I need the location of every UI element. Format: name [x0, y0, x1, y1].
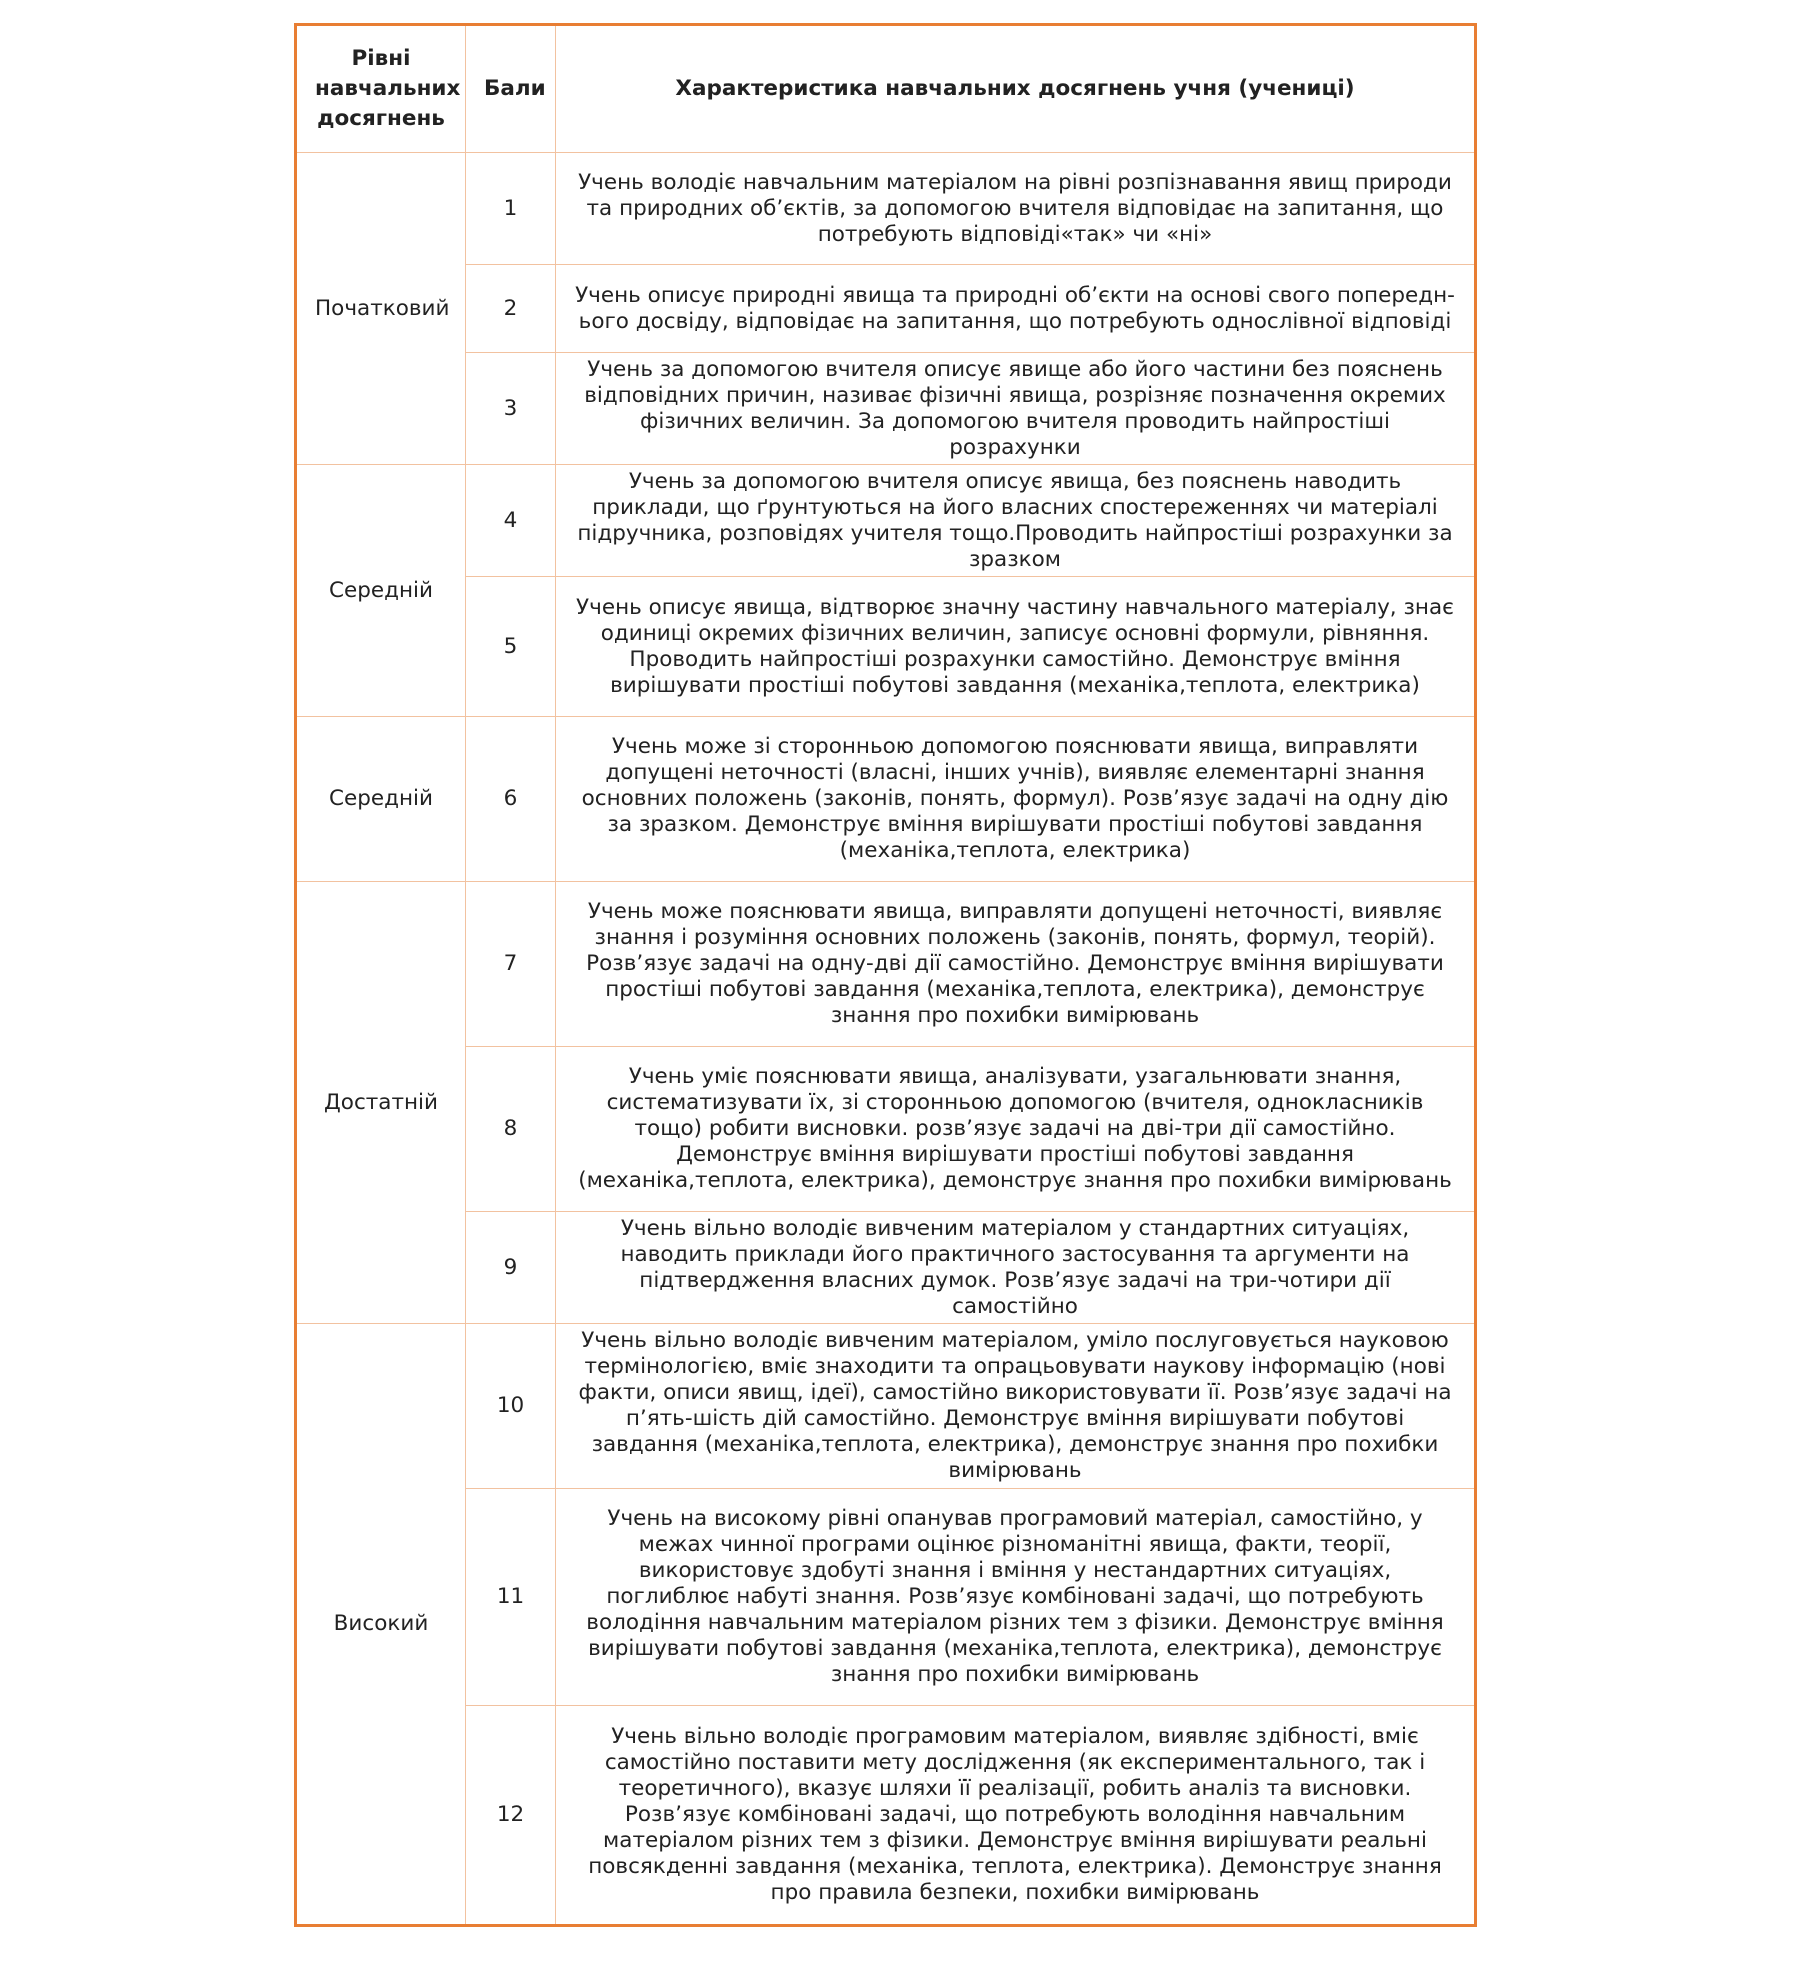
description-cell: Учень може пояснювати явища, виправляти допущені неточності, виявляє знання і розуміння основних положень (законів, понять, формул, теорій). Розв’язує задачі на одну-дві дії самостійно. Демонструє вміння вирішувати простіші побутові завдання (механіка,теплота, електрика), демонструє знання про похибки вимірювань	[556, 882, 1476, 1047]
grading-criteria-table	[294, 23, 1477, 1927]
level-cell: Початковий	[296, 153, 466, 465]
table-row	[296, 153, 1476, 265]
score-cell: 5	[466, 577, 556, 717]
header-description: Характеристика навчальних досягнень учня (учениці)	[556, 25, 1476, 153]
description-cell: Учень вільно володіє вивченим матеріалом у стандартних ситуаціях, наводить приклади його практичного застосування та аргументи на підтвердження власних думок. Розв’язує задачі на три-чотири дії самостійно	[556, 1212, 1476, 1324]
score-cell: 2	[466, 265, 556, 353]
description-cell: Учень вільно володіє програмовим матеріалом, виявляє здібності, вміє самостійно поставити мету дослідження (як експериментального, так і теоретичного), вказує шляхи її реалізації, робить аналіз та висновки. Розв’язує комбіновані задачі, що потребують володіння навчальним матеріалом різних тем з фізики. Демонструє вміння вирішувати реальні повсякденні завдання (механіка, теплота, електрика). Демонструє знання про правила безпеки, похибки вимірювань	[556, 1706, 1476, 1926]
score-cell: 11	[466, 1489, 556, 1706]
table-row	[296, 577, 1476, 717]
table-row	[296, 1324, 1476, 1489]
header-score: Бали	[466, 25, 556, 153]
score-cell: 1	[466, 153, 556, 265]
description-cell: Учень за допомогою вчителя описує явища, без пояснень наводить приклади, що ґрунтуються на його власних спостереженнях чи матеріалі підручника, розповідях учителя тощо.Проводить найпростіші розрахунки за зразком	[556, 465, 1476, 577]
score-cell: 7	[466, 882, 556, 1047]
table-row	[296, 882, 1476, 1047]
table-row	[296, 1706, 1476, 1926]
table-row	[296, 717, 1476, 882]
score-cell: 9	[466, 1212, 556, 1324]
table-row	[296, 1489, 1476, 1706]
header-level: Рівні навчальних досягнень	[296, 25, 466, 153]
level-cell: Високий	[296, 1324, 466, 1926]
description-cell: Учень може зі сторонньою допомогою пояснювати явища, виправляти допущені неточності (власні, інших учнів), виявляє елементарні знання основних положень (законів, понять, формул). Розв’язує задачі на одну дію за зразком. Демонструє вміння вирішувати простіші побутові завдання (механіка,теплота, електрика)	[556, 717, 1476, 882]
score-cell: 6	[466, 717, 556, 882]
level-cell: Середній	[296, 465, 466, 717]
description-cell: Учень уміє пояснювати явища, аналізувати, узагальнювати знання, систематизувати їх, зі сторонньою допомогою (вчителя, однокласників тощо) робити висновки. розв’язує задачі на дві-три дії самостійно. Демонструє вміння вирішувати простіші побутові завдання (механіка,теплота, електрика), демонструє знання про похибки вимірювань	[556, 1047, 1476, 1212]
description-cell: Учень описує явища, відтворює значну частину навчального матеріалу, знає одиниці окремих фізичних величин, записує основні формули, рівняння. Проводить найпростіші розрахунки самостійно. Демонструє вміння вирішувати простіші побутові завдання (механіка,теплота, електрика)	[556, 577, 1476, 717]
description-cell: Учень за допомогою вчителя описує явище або його частини без пояснень відповідних причин, називає фізичні явища, розрізняє позначення окремих фізичних величин. За допомогою вчителя проводить найпростіші розрахунки	[556, 353, 1476, 465]
description-cell: Учень вільно володіє вивченим матеріалом, уміло послуговується науковою термінологією, вміє знаходити та опрацьовувати наукову інформацію (нові факти, описи явищ, ідеї), самостійно використовувати її. Розв’язує задачі на п’ять-шість дій самостійно. Демонструє вміння вирішувати побутові завдання (механіка,теплота, електрика), демонструє знання про похибки вимірювань	[556, 1324, 1476, 1489]
description-cell: Учень на високому рівні опанував програмовий матеріал, самостійно, у межах чинної програми оцінює різноманітні явища, факти, теорії, використовує здобуті знання і вміння у нестандартних ситуаціях, поглиблює набуті знання. Розв’язує комбіновані задачі, що потребують володіння навчальним матеріалом різних тем з фізики. Демонструє вміння вирішувати побутові завдання (механіка,теплота, електрика), демонструє знання про похибки вимірювань	[556, 1489, 1476, 1706]
score-cell: 12	[466, 1706, 556, 1926]
table-row	[296, 265, 1476, 353]
description-cell: Учень володіє навчальним матеріалом на рівні розпізнавання явищ природи та природних об’єктів, за допомогою вчителя відповідає на запитання, що потребують відповіді«так» чи «ні»	[556, 153, 1476, 265]
table-header-row	[296, 25, 1476, 153]
table-row	[296, 353, 1476, 465]
score-cell: 8	[466, 1047, 556, 1212]
table-row	[296, 465, 1476, 577]
level-cell: Достатній	[296, 882, 466, 1324]
score-cell: 4	[466, 465, 556, 577]
description-cell: Учень описує природні явища та природні об’єкти на основі свого попереднього досвіду, відповідає на запитання, що потребують однослівної відповіді	[556, 265, 1476, 353]
table-row	[296, 1212, 1476, 1324]
score-cell: 3	[466, 353, 556, 465]
score-cell: 10	[466, 1324, 556, 1489]
table-row	[296, 1047, 1476, 1212]
level-cell: Середній	[296, 717, 466, 882]
